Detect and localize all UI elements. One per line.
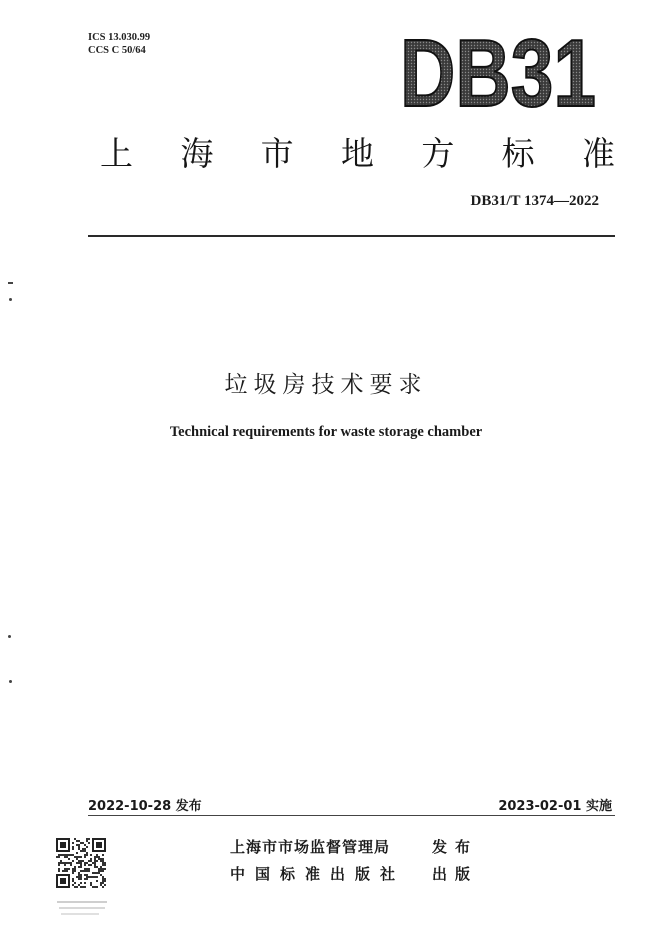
standard-type-char: 海 — [180, 134, 214, 173]
standard-type-char: 市 — [260, 134, 294, 173]
standard-type-char: 方 — [421, 134, 455, 173]
press-action: 出版 — [432, 865, 479, 883]
issuer-action: 发布 — [432, 838, 479, 856]
logo-text: DB31 — [400, 20, 596, 127]
standard-number: DB31/T 1374—2022 — [470, 193, 599, 209]
document-title-english: Technical requirements for waste storage chamber — [169, 424, 483, 440]
issue-date: 2022-10-28 发布 — [88, 799, 202, 814]
margin-mark — [8, 635, 11, 638]
standard-type-char: 准 — [581, 134, 615, 173]
standard-type — [100, 128, 615, 175]
margin-mark — [9, 298, 12, 301]
standard-type-char: 上 — [100, 134, 133, 173]
document-title-chinese: 垃圾房技术要求 — [224, 372, 428, 398]
scan-stamp-mark — [55, 898, 115, 918]
qr-code-icon — [56, 838, 106, 888]
issuing-authority: 上海市市场监督管理局 — [230, 838, 391, 856]
implementation-date: 2023-02-01 实施 — [498, 799, 612, 814]
publishing-house: 中国标准出版社 — [230, 865, 406, 883]
header-divider — [88, 235, 615, 237]
standard-type-char: 标 — [501, 134, 535, 173]
classification-codes — [88, 31, 150, 57]
margin-mark — [9, 680, 12, 683]
ics-code: ICS 13.030.99 — [88, 32, 151, 43]
footer-divider — [88, 815, 615, 816]
ccs-code: CCS C 50/64 — [88, 45, 146, 56]
standard-type-char: 地 — [340, 134, 374, 173]
margin-mark — [8, 282, 13, 284]
db31-logo — [398, 20, 598, 127]
